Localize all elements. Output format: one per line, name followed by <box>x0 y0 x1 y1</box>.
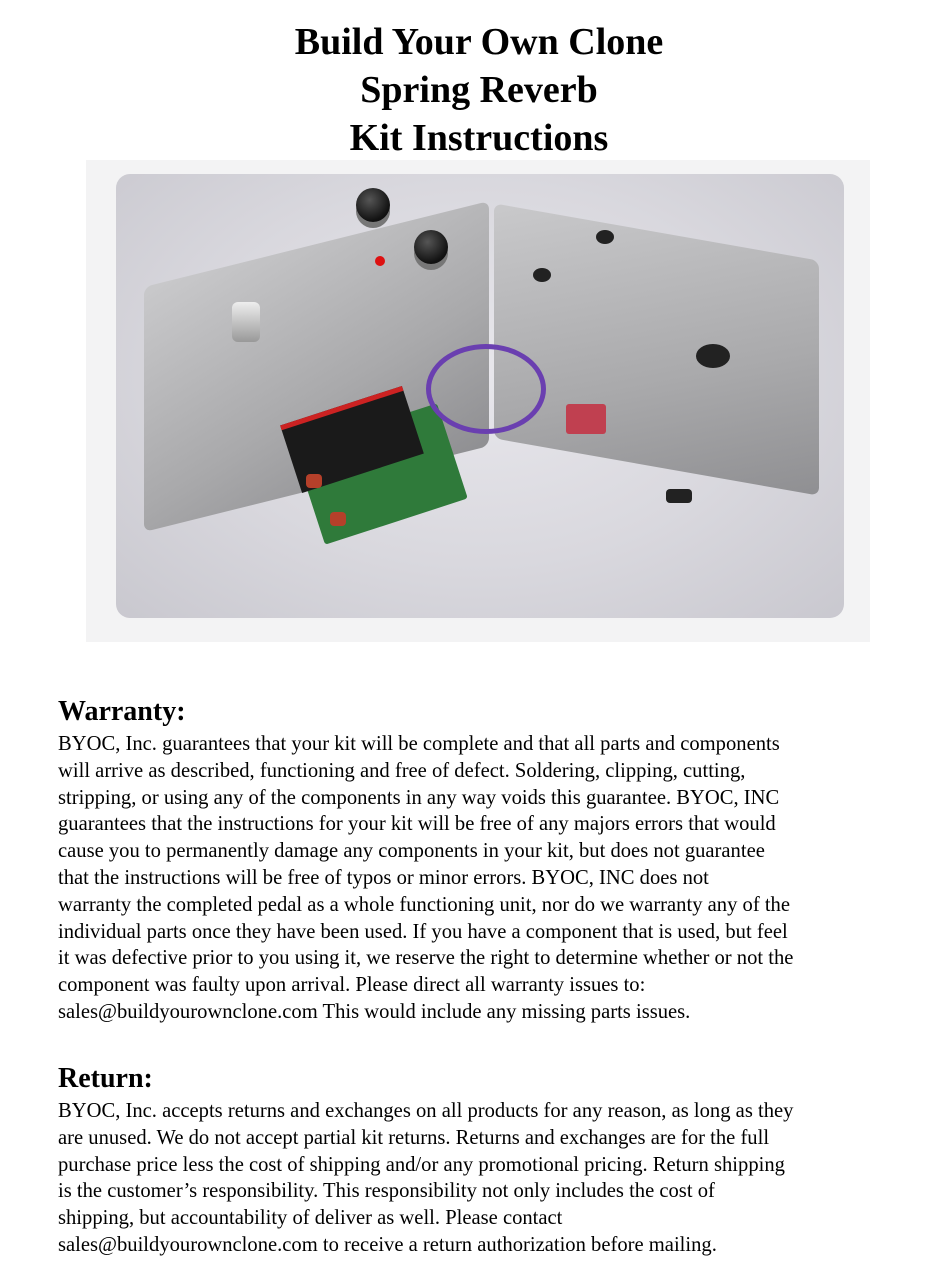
text-line: cause you to permanently damage any components in your kit, but does not guarantee <box>58 840 765 863</box>
hole <box>696 344 730 368</box>
text-line: will arrive as described, functioning and free of defect. Soldering, clipping, cutting, <box>58 759 746 782</box>
text-line: sales@buildyourownclone.com This would include any missing parts issues. <box>58 1000 691 1023</box>
footswitch-icon <box>232 302 260 342</box>
kit-photo <box>116 174 844 618</box>
hole <box>533 268 551 282</box>
led-icon <box>375 256 385 266</box>
text-line: that the instructions will be free of typos or minor errors. BYOC, INC does not <box>58 866 709 889</box>
title-line: Kit Instructions <box>349 117 609 159</box>
text-line: component was faulty upon arrival. Please direct all warranty issues to: <box>58 974 646 997</box>
text-line: stripping, or using any of the components in any way voids this guarantee. BYOC, INC <box>58 786 780 809</box>
hole <box>596 230 614 244</box>
capacitor <box>306 474 322 488</box>
title-line: Build Your Own Clone <box>294 21 664 63</box>
wire-bundle <box>426 344 546 434</box>
pedal-enclosure-right <box>494 203 819 495</box>
text-line: guarantees that the instructions for your kit will be free of any majors errors that would <box>58 813 776 836</box>
return-text <box>58 1098 793 1259</box>
text-line: are unused. We do not accept partial kit returns. Returns and exchanges are for the full <box>58 1126 770 1149</box>
text-line: purchase price less the cost of shipping and/or any promotional pricing. Return shipping <box>58 1153 785 1176</box>
capacitor <box>330 512 346 526</box>
toggle-switch <box>566 404 606 434</box>
text-line: it was defective prior to you using it, we reserve the right to determine whether or not the <box>58 947 794 970</box>
return-heading: Return: <box>58 1063 153 1094</box>
text-line: sales@buildyourownclone.com to receive a return authorization before mailing. <box>58 1233 717 1256</box>
knob-icon <box>414 230 448 264</box>
warranty-text <box>58 731 793 1026</box>
text-line: warranty the completed pedal as a whole functioning unit, nor do we warranty any of the <box>58 893 790 916</box>
text-line: shipping, but accountability of deliver as well. Please contact <box>58 1207 563 1230</box>
text-line: individual parts once they have been used. If you have a component that is used, but feel <box>58 920 788 943</box>
warranty-heading: Warranty: <box>58 696 186 727</box>
title-line: Spring Reverb <box>360 69 598 111</box>
knob-icon <box>356 188 390 222</box>
text-line: BYOC, Inc. accepts returns and exchanges on all products for any reason, as long as they <box>58 1100 794 1122</box>
text-line: is the customer’s responsibility. This responsibility not only includes the cost of <box>58 1180 715 1203</box>
text-line: BYOC, Inc. guarantees that your kit will be complete and that all parts and components <box>58 733 780 755</box>
page-title <box>0 18 950 162</box>
capacitor <box>666 489 692 503</box>
